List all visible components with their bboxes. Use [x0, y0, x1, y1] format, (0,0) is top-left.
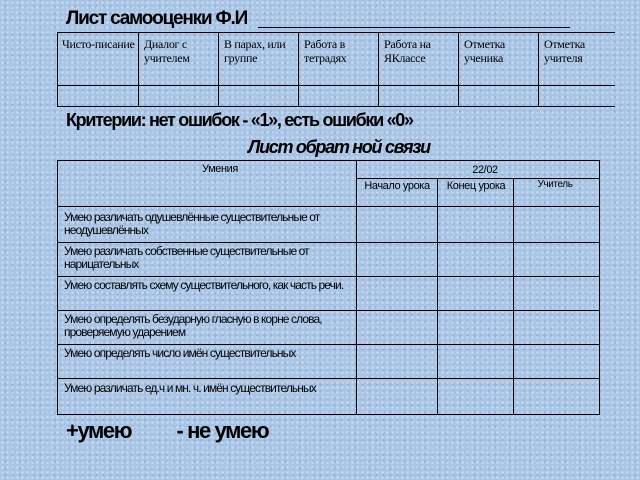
feedback-col-divider	[57, 160, 58, 415]
column-header: Работа на ЯКлассе	[384, 37, 431, 65]
table-col-divider	[538, 32, 539, 107]
feedback-col-divider	[599, 160, 600, 415]
skill-row-label: Умею различать ед.ч и мн. ч. имён существительных	[64, 381, 316, 395]
header-divider	[57, 206, 600, 207]
column-header: Отметка ученика	[464, 37, 505, 65]
column-header: Чисто-писание	[62, 37, 135, 51]
feedback-border-top	[57, 160, 600, 161]
row-divider	[57, 276, 600, 277]
col-start-header: Начало урока	[364, 180, 430, 192]
feedback-border-bottom	[57, 414, 600, 415]
criteria-text: Критерии: нет ошибок - «1», есть ошибки «0»	[66, 110, 413, 130]
feedback-col-divider	[356, 160, 357, 415]
feedback-title: Лист обрат ной связи	[248, 137, 430, 157]
table-col-divider	[138, 32, 139, 107]
skill-row-label: Умею определять число имён существительных	[64, 346, 296, 360]
table-col-divider	[298, 32, 299, 107]
column-header: Отметка учителя	[544, 37, 585, 65]
date-header: 22/02	[472, 164, 498, 176]
col-end-header: Конец урока	[446, 180, 506, 192]
legend-minus: - не умею	[176, 418, 269, 443]
column-header: Диалог с учителем	[144, 37, 190, 65]
table-col-divider	[57, 32, 58, 107]
legend	[66, 418, 268, 444]
table-col-divider	[218, 32, 219, 107]
skill-row-label: Умею составлять схему существительного, как часть речи.	[64, 278, 344, 292]
skill-row-label: Умею различать собственные существительные от нарицательных	[64, 244, 309, 271]
table-border-bottom	[57, 106, 615, 107]
skill-row-label: Умею различать одушевлённые существительные от неодушевлённых	[64, 210, 320, 237]
table-row-divider	[57, 85, 615, 86]
skill-row-label: Умею определять безударную гласную в корне слова, проверяемую ударением	[64, 312, 322, 339]
row-divider	[57, 310, 600, 311]
row-divider	[57, 378, 600, 379]
col-teacher-header: Учитель	[537, 179, 573, 190]
feedback-col-divider	[437, 178, 438, 415]
column-header: Работа в тетрадях	[304, 37, 347, 65]
name-underline	[258, 27, 570, 28]
row-divider	[57, 344, 600, 345]
page-title: Лист самооценки Ф.И	[66, 8, 248, 29]
table-border-top	[57, 32, 615, 33]
legend-plus: +умею	[66, 418, 132, 443]
skills-header: Умения	[202, 163, 238, 175]
table-col-divider	[458, 32, 459, 107]
feedback-col-divider	[513, 178, 514, 415]
row-divider	[57, 242, 600, 243]
table-col-divider	[378, 32, 379, 107]
column-header: В парах, или группе	[224, 37, 286, 65]
